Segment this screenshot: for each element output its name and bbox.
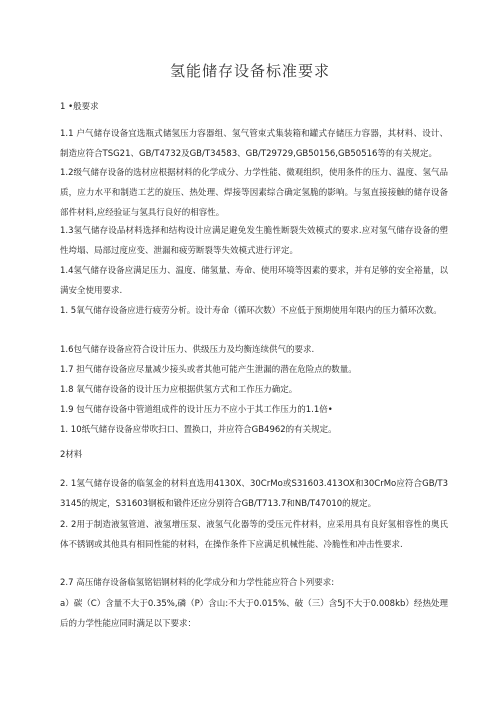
paragraph-1-6: 1.6包气储存设备应符合设计压力、供级压力及均衡连续供气的要求.	[60, 345, 315, 355]
paragraph-1-9: 1.9 包气储存设备中管道组成件的设计压力不应小于其工作压力的1.1倍•	[60, 405, 333, 415]
paragraph-1-1: 1.1 户气储存设备宜选瓶式储氢压力容器组、氢气管束式集装箱和罐式存储压力容器，其材料、设计、制造应符合TSG21、GB/T4732及GB/T34583、GB/T29729,GB50156,GB50516等的有关规定。	[60, 129, 448, 159]
paragraph-1-8: 1.8 氧气储存设备的设计压力应根据供氢方式和工作压力确定。	[60, 385, 298, 395]
paragraph-2-1: 2. 1氢气储存设备的临氢金的材料直选用4130X、30CrMo或S31603.413OX和30CrMo应符合GB/T33145的规定，S31603钢板和锻件还应分别符合GB/T713.7和NB/T47010的规定。	[60, 479, 448, 509]
paragraph-1-2: 1.2级气储存设备的选材应根据材料的化学成分、力学性能、微观组织，使用条件的压力、温度、氢气品质，应力水平和制造工艺的旋压、热处理、焊接等因素综合确定氢脆的影响。与氢直接接触的储存设备部件材料,应经验证与氢具行良好的相容性。	[60, 168, 448, 218]
section-heading-general: 1 •般要求	[60, 102, 99, 112]
paragraph-1-7: 1.7 担气储存设备应尽量减少接头或者其他可能产生泄漏的潜在危险点的数量。	[60, 365, 357, 375]
page-title: 氢能储存设备标准要求	[169, 62, 330, 80]
paragraph-1-4: 1.4氢气储存设备应满足压力、温度、储氢量、寿命、使用环境等因素的要求，并有足够的安全裕量，以满安全使用要求.	[60, 266, 448, 296]
paragraph-1-5: 1. 5氧气储存设备应进行疲劳分析。设计寿命（循环次数）不应低于预期使用年限内的压力循环次数。	[60, 306, 442, 316]
paragraph-1-10: 1. 10纸气储存设备应带吹扫口、置换口，并应符合GB4962的有关规定。	[60, 425, 337, 435]
section-heading-materials: 2材料	[60, 450, 83, 460]
paragraph-2-7: 2.7 高压储存设备临氢铭铝钢材料的化学成分和力学性能应符合卜列要求:	[60, 578, 335, 588]
paragraph-1-3: 1.3氢气储存设品材料选择和结构设计应满足避免发生脆性断裂失效模式的要求.应对氢气储存设备的塑性垮塌、局部过度应变、泄漏和疲劳断裂等失效模式进行评定。	[60, 226, 448, 256]
paragraph-2-2: 2. 2用于制造液氢管道、液氢增压泵、液氢气化器等的受压元件材料，应采用具有良好氢相容性的奥氏体不锈钢或其他具有相同性能的材料，在操作条件下应满足机械性能、冷脆性和冲击性要求.	[60, 520, 448, 550]
paragraph-2-7-a: a）碳（C）含量不大于0.35%,磷（P）含山:不大于0.015%、破（三）含5J不大于0.008kb）经热处理后的力学性能应同时满足以下要求：	[60, 599, 448, 629]
